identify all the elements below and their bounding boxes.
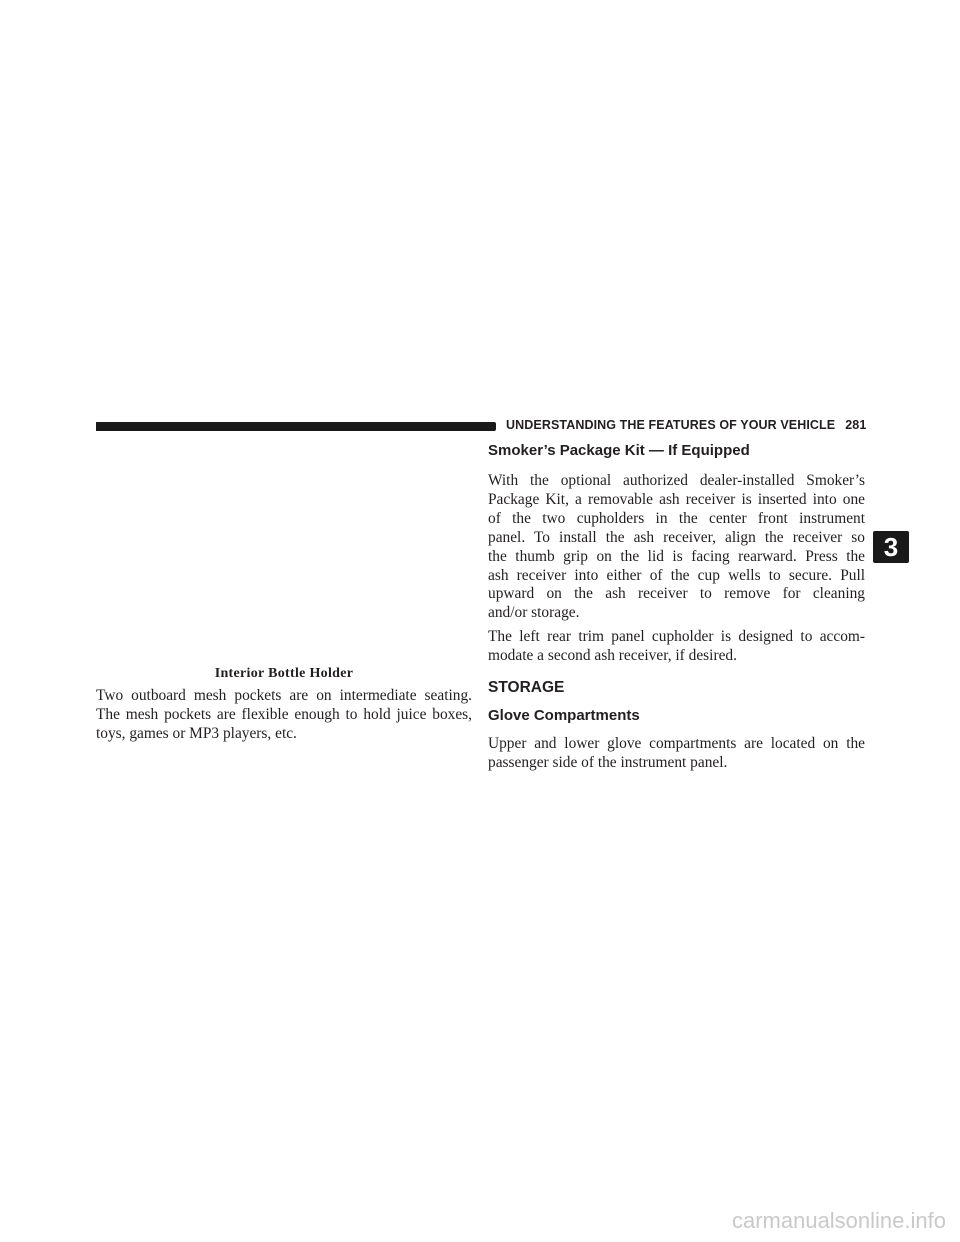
paragraph-line: The left rear trim panel cupholder is designed to accom- (488, 628, 865, 645)
running-header (506, 418, 866, 432)
paragraph-line: of the two cupholders in the center front instrument (488, 509, 865, 527)
header-rule (96, 422, 496, 431)
paragraph-line: the thumb grip on the lid is facing rearward. Press the (488, 547, 865, 565)
paragraph-line: panel. To install the ash receiver, align the receiver so (488, 528, 865, 546)
trim-panel-paragraph (488, 628, 865, 666)
paragraph-line: passenger side of the instrument panel. (488, 753, 728, 771)
mesh-pockets-paragraph (96, 687, 472, 744)
paragraph-line: The mesh pockets are flexible enough to hold juice boxes, (96, 705, 472, 723)
paragraph-line: Upper and lower glove compartments are located on the (488, 735, 865, 752)
paragraph-line: toys, games or MP3 players, etc. (96, 724, 297, 742)
page-number: 281 (845, 418, 867, 432)
paragraph-line: upward on the ash receiver to remove for cleaning (488, 585, 865, 603)
storage-heading: STORAGE (488, 679, 565, 696)
paragraph-line: modate a second ash receiver, if desired. (488, 646, 737, 664)
glove-compartments-paragraph (488, 735, 865, 773)
paragraph-line: ash receiver into either of the cup wells to secure. Pull (488, 566, 865, 584)
watermark: carmanualsonline.info (731, 1208, 946, 1233)
glove-compartments-heading: Glove Compartments (488, 707, 640, 724)
chapter-tab: 3 (873, 531, 909, 563)
header-title: UNDERSTANDING THE FEATURES OF YOUR VEHICLE (506, 418, 836, 432)
smoker-package-heading: Smoker’s Package Kit — If Equipped (488, 442, 750, 459)
paragraph-line: With the optional authorized dealer-installed Smoker’s (488, 472, 865, 489)
paragraph-line: and/or storage. (488, 604, 580, 622)
smoker-package-paragraph (488, 472, 865, 623)
figure-caption: Interior Bottle Holder (214, 666, 354, 681)
paragraph-line: Package Kit, a removable ash receiver is inserted into one (488, 490, 865, 508)
paragraph-line: Two outboard mesh pockets are on intermediate seating. (96, 687, 472, 704)
